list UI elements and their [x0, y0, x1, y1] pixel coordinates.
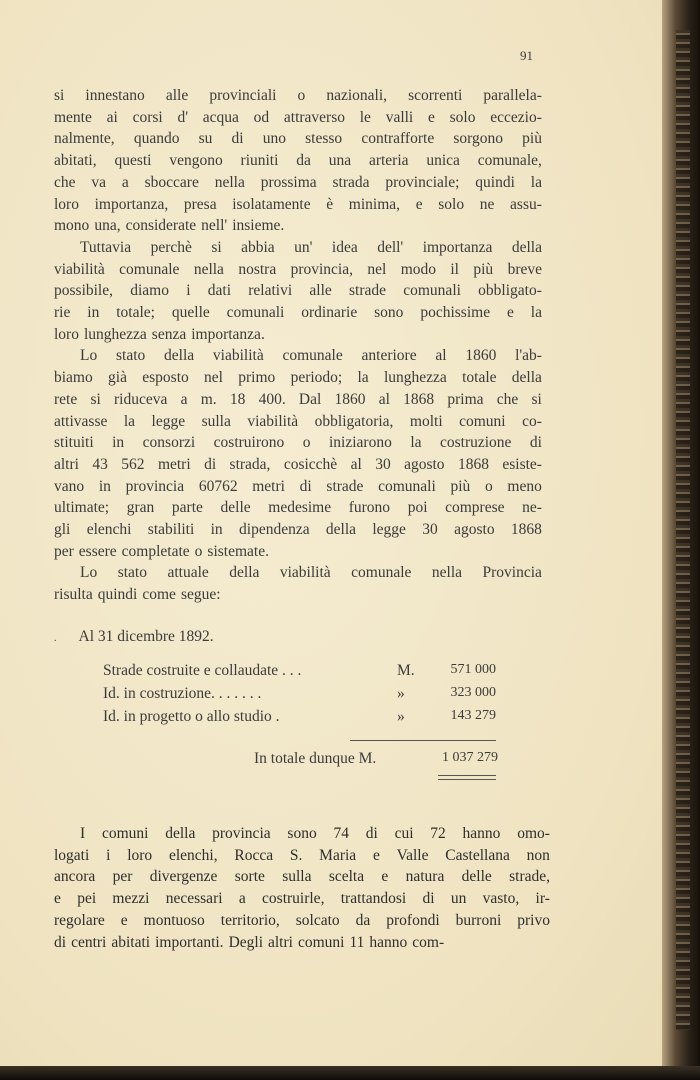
- text-line: mente ai corsi d' acqua od attraverso le valli e solo eccezio-: [54, 108, 542, 126]
- ledger-unit: M.: [397, 662, 415, 679]
- text-line: che va a sboccare nella prossima strada provinciale; quindi la: [54, 173, 542, 191]
- text-line: ultimate; gran parte delle medesime furono poi comprese ne-: [54, 499, 542, 517]
- paragraph-3: [54, 345, 542, 562]
- text-line: loro lunghezza senza importanza.: [54, 325, 265, 343]
- ledger-unit: »: [397, 685, 405, 702]
- ledger-row: [103, 685, 498, 708]
- text-line: e pei mezzi necessari a costruirle, trattandosi di un vasto, ir-: [54, 890, 550, 908]
- page-number: 91: [520, 48, 533, 63]
- total-label: In totale dunque M.: [254, 750, 377, 767]
- paragraph-1: [54, 85, 542, 237]
- road-ledger: [103, 662, 498, 731]
- page-bottom-edge: [0, 1066, 700, 1080]
- text-line: viabilità comunale nella nostra provincia, nel modo il più breve: [54, 260, 542, 278]
- paragraph-4: [54, 562, 542, 605]
- paragraph-2: [54, 237, 542, 346]
- text-line: Lo stato della viabilità comunale anteriore al 1860 l'ab-: [80, 347, 542, 365]
- ledger-value: 571 000: [450, 662, 496, 677]
- binding-edge: [676, 30, 690, 1030]
- body-text-lower: [54, 823, 550, 953]
- ledger-value: 323 000: [450, 685, 496, 700]
- text-line: rete si riduceva a m. 18 400. Dal 1860 al 1868 prima che si: [54, 390, 542, 408]
- text-line: biamo già esposto nel primo periodo; la lunghezza totale della: [54, 369, 542, 387]
- text-line: I comuni della provincia sono 74 di cui 72 hanno omo-: [80, 825, 550, 842]
- text-line: ancora per divergenze sorte sulla scelta e natura delle strade,: [54, 868, 550, 886]
- text-line: possibile, diamo i dati relativi alle strade comunali obbligato-: [54, 282, 542, 300]
- text-line: mono una, considerate nell' insieme.: [54, 217, 285, 235]
- text-line: stituiti in consorzi costruirono o iniziarono la costruzione di: [54, 434, 542, 452]
- text-line: di centri abitati importanti. Degli altri comuni 11 hanno com-: [54, 933, 445, 951]
- text-line: si innestano alle provinciali o nazionali, scorrenti parallela-: [54, 87, 542, 104]
- text-line: loro importanza, presa isolatamente è minima, e solo ne assu-: [54, 195, 542, 213]
- ledger-label: Id. in progetto o allo studio .: [103, 708, 280, 725]
- total-double-rule-bottom: [438, 779, 496, 780]
- total-line: [254, 750, 498, 768]
- text-line: Tuttavia perchè si abbia un' idea dell' importanza della: [80, 238, 542, 256]
- text-line: abitati, questi vengono riuniti da una arteria unica comunale,: [54, 152, 542, 170]
- ledger-label: Strade costruite e collaudate . . .: [103, 662, 302, 679]
- date-line: [54, 628, 214, 646]
- date-bullet: .: [54, 633, 57, 644]
- body-text-upper: [54, 85, 542, 606]
- sum-rule: [350, 740, 496, 741]
- text-line: altri 43 562 metri di strada, cosicchè al 30 agosto 1868 esiste-: [54, 455, 542, 473]
- text-line: vano in provincia 60762 metri di strade comunali più o meno: [54, 477, 542, 495]
- text-line: risulta quindi come segue:: [54, 586, 221, 604]
- ledger-label: Id. in costruzione. . . . . . .: [103, 685, 262, 702]
- text-line: Lo stato attuale della viabilità comunale nella Provincia: [80, 564, 542, 582]
- paragraph-5: [54, 823, 550, 953]
- text-line: logati i loro elenchi, Rocca S. Maria e Valle Castellana non: [54, 846, 550, 864]
- text-line: regolare e montuoso territorio, solcato da profondi burroni privo: [54, 911, 550, 929]
- ledger-unit: »: [397, 708, 405, 725]
- total-double-rule-top: [438, 775, 496, 776]
- total-value: 1 037 279: [442, 750, 498, 765]
- ledger-row: [103, 708, 498, 731]
- text-line: rie in totale; quelle comunali ordinarie sono pochissime e la: [54, 304, 542, 322]
- ledger-value: 143 279: [450, 708, 496, 723]
- text-line: attivasse la legge sulla viabilità obbligatoria, molti comuni co-: [54, 412, 542, 430]
- date-text: Al 31 dicembre 1892.: [78, 628, 214, 645]
- text-line: nalmente, quando su di uno stesso contrafforte sorgono più: [54, 130, 542, 148]
- text-line: per essere completate o sistemate.: [54, 542, 269, 560]
- ledger-row: [103, 662, 498, 685]
- text-line: gli elenchi stabiliti in dipendenza della legge 30 agosto 1868: [54, 521, 542, 539]
